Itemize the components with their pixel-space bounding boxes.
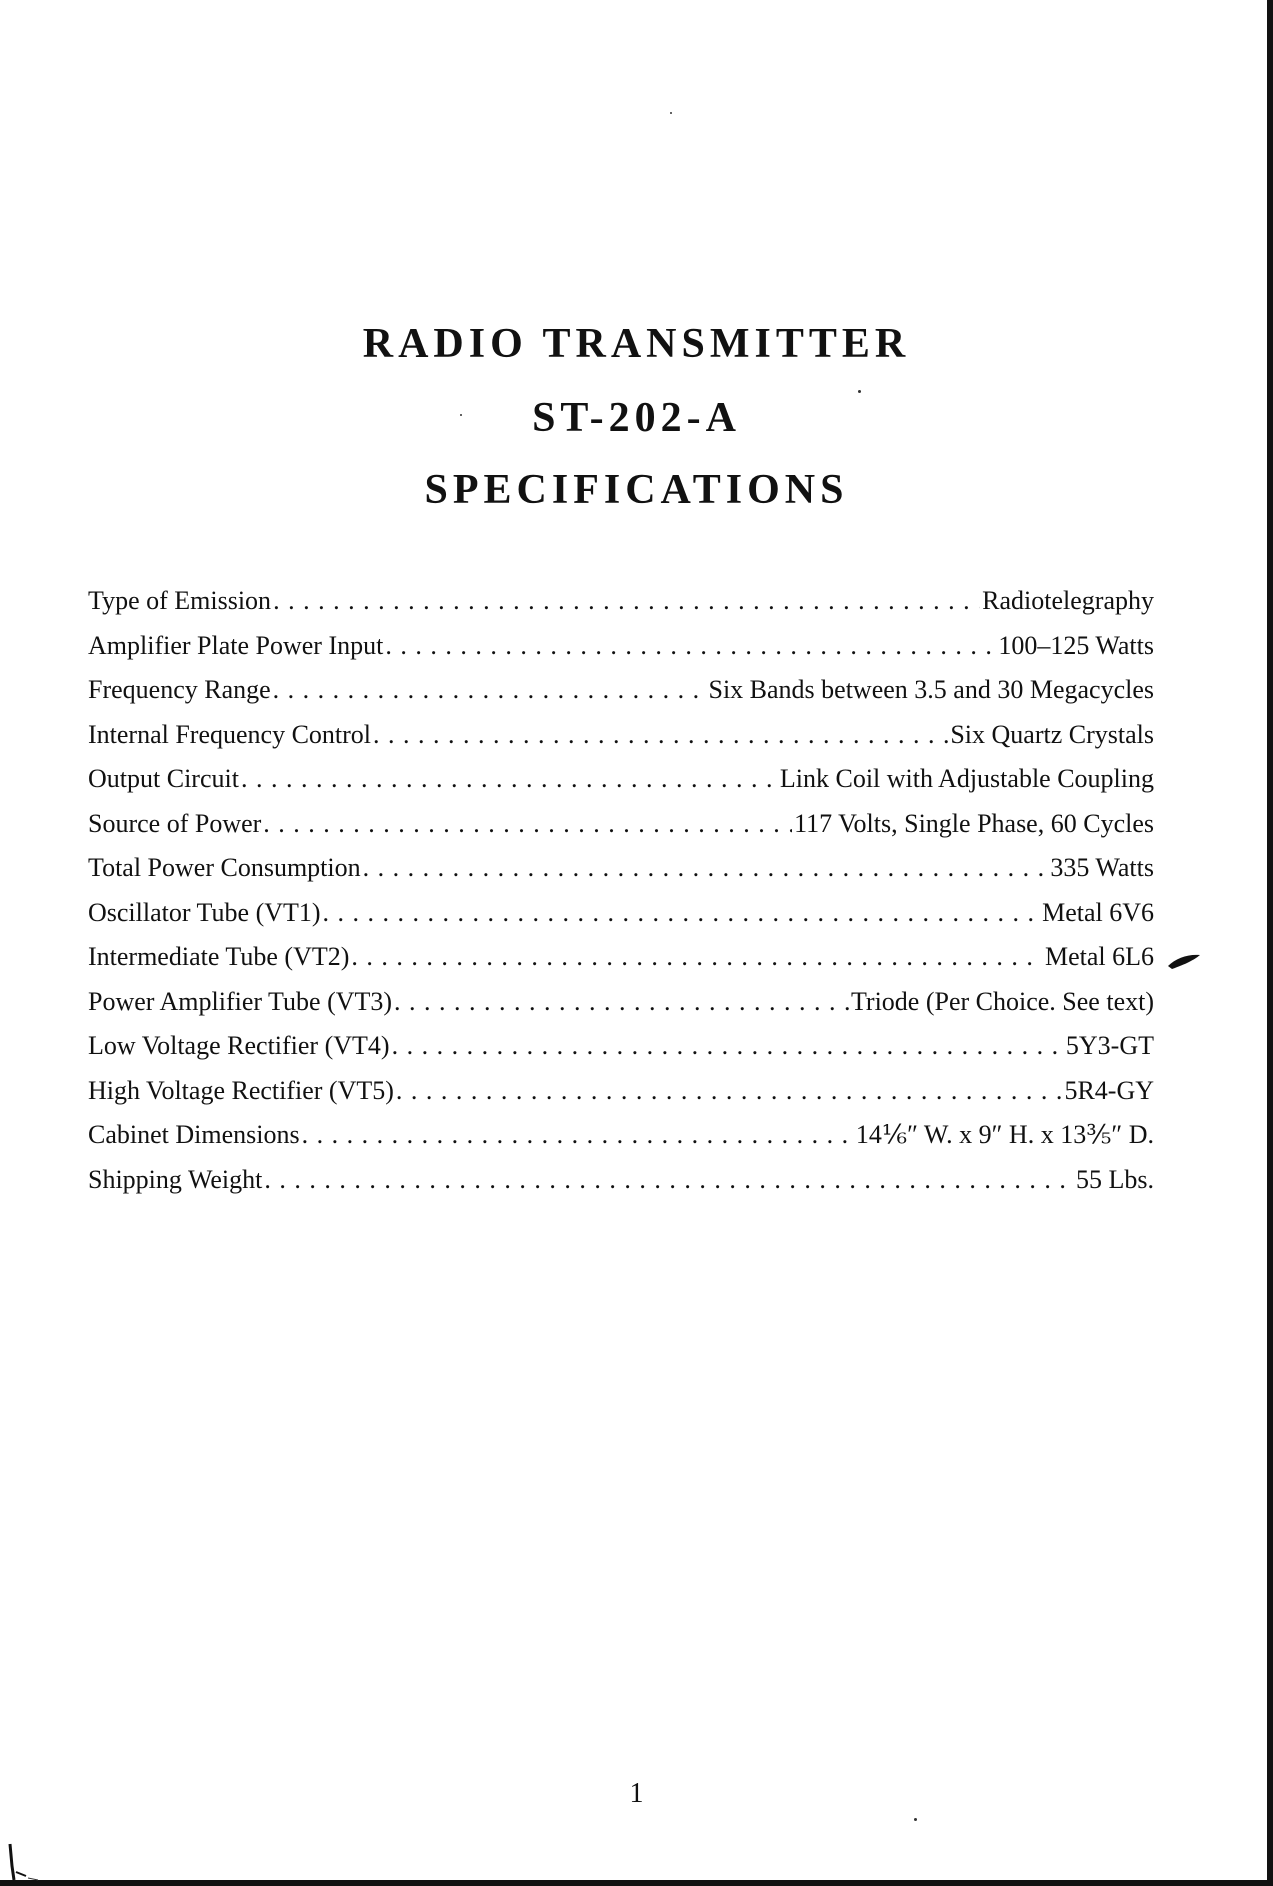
scan-speck bbox=[460, 414, 462, 416]
spec-row-intermediate-tube bbox=[88, 942, 1154, 987]
scan-speck bbox=[858, 390, 861, 393]
dot-leader bbox=[302, 1120, 854, 1150]
spec-row-cabinet-dimensions bbox=[88, 1120, 1154, 1165]
spec-label: Output Circuit bbox=[88, 764, 239, 793]
spec-label: Type of Emission bbox=[88, 586, 272, 615]
spec-label: Oscillator Tube (VT1) bbox=[88, 897, 321, 927]
dot-leader bbox=[264, 1165, 1074, 1195]
spec-row-frequency-range bbox=[88, 675, 1154, 720]
scan-corner-mark bbox=[6, 1842, 40, 1882]
spec-row-low-voltage-rectifier bbox=[88, 1031, 1154, 1076]
spec-label: Total Power Consumption bbox=[88, 853, 361, 882]
spec-value: 14⅙″ W. x 9″ H. x 13⅗″ D. bbox=[855, 1120, 1154, 1149]
dot-leader bbox=[373, 720, 948, 750]
spec-row-frequency-control bbox=[88, 720, 1154, 765]
spec-value: Six Quartz Crystals bbox=[950, 719, 1154, 749]
spec-value: Link Coil with Adjustable Coupling bbox=[779, 764, 1154, 793]
spec-value: Radiotelegraphy bbox=[982, 586, 1154, 615]
spec-label: Internal Frequency Control bbox=[88, 719, 372, 749]
spec-row-high-voltage-rectifier bbox=[88, 1076, 1154, 1121]
spec-value: Metal 6V6 bbox=[1042, 897, 1154, 927]
margin-pointer-mark bbox=[1166, 952, 1202, 970]
dot-leader bbox=[363, 853, 1049, 883]
scan-speck bbox=[670, 112, 672, 114]
spec-row-shipping-weight bbox=[88, 1165, 1154, 1210]
document-title: RADIO TRANSMITTER bbox=[362, 321, 911, 367]
spec-row-output-circuit bbox=[88, 764, 1154, 809]
dot-leader bbox=[392, 1031, 1064, 1061]
spec-value: 5R4-GY bbox=[1064, 1075, 1154, 1105]
dot-leader bbox=[385, 631, 996, 661]
dot-leader bbox=[396, 1076, 1063, 1106]
spec-value: Triode (Per Choice. See text) bbox=[850, 986, 1154, 1016]
specifications-list bbox=[88, 586, 1154, 1209]
page-number: 1 bbox=[629, 1778, 644, 1809]
dot-leader bbox=[273, 586, 980, 616]
dot-leader bbox=[323, 898, 1041, 928]
model-number: ST-202-A bbox=[532, 395, 741, 441]
scan-speck bbox=[914, 1818, 917, 1821]
spec-row-source-of-power bbox=[88, 809, 1154, 854]
spec-label: Amplifier Plate Power Input bbox=[88, 630, 384, 660]
spec-label: Low Voltage Rectifier (VT4) bbox=[88, 1031, 390, 1060]
spec-value: 335 Watts bbox=[1050, 853, 1154, 882]
spec-value: 117 Volts, Single Phase, 60 Cycles bbox=[794, 808, 1154, 838]
spec-value: Six Bands between 3.5 and 30 Megacycles bbox=[708, 675, 1154, 704]
spec-label: Intermediate Tube (VT2) bbox=[88, 942, 350, 971]
dot-leader bbox=[394, 987, 849, 1017]
spec-label: Source of Power bbox=[88, 808, 262, 838]
dot-leader bbox=[241, 764, 778, 794]
spec-value: 5Y3-GT bbox=[1065, 1031, 1154, 1060]
spec-row-type-of-emission bbox=[88, 586, 1154, 631]
spec-label: Shipping Weight bbox=[88, 1164, 263, 1194]
dot-leader bbox=[351, 942, 1043, 972]
spec-value: Metal 6L6 bbox=[1044, 942, 1154, 971]
section-heading: SPECIFICATIONS bbox=[424, 467, 849, 513]
dot-leader bbox=[263, 809, 792, 839]
spec-row-plate-power-input bbox=[88, 631, 1154, 676]
spec-label: Power Amplifier Tube (VT3) bbox=[88, 986, 393, 1016]
spec-value: 100–125 Watts bbox=[998, 630, 1154, 660]
spec-label: Frequency Range bbox=[88, 675, 271, 704]
spec-row-power-amplifier-tube bbox=[88, 987, 1154, 1032]
spec-label: Cabinet Dimensions bbox=[88, 1120, 300, 1149]
spec-row-oscillator-tube bbox=[88, 898, 1154, 943]
spec-value: 55 Lbs. bbox=[1076, 1164, 1154, 1194]
spec-label: High Voltage Rectifier (VT5) bbox=[88, 1075, 394, 1105]
dot-leader bbox=[273, 675, 707, 705]
spec-row-power-consumption bbox=[88, 853, 1154, 898]
